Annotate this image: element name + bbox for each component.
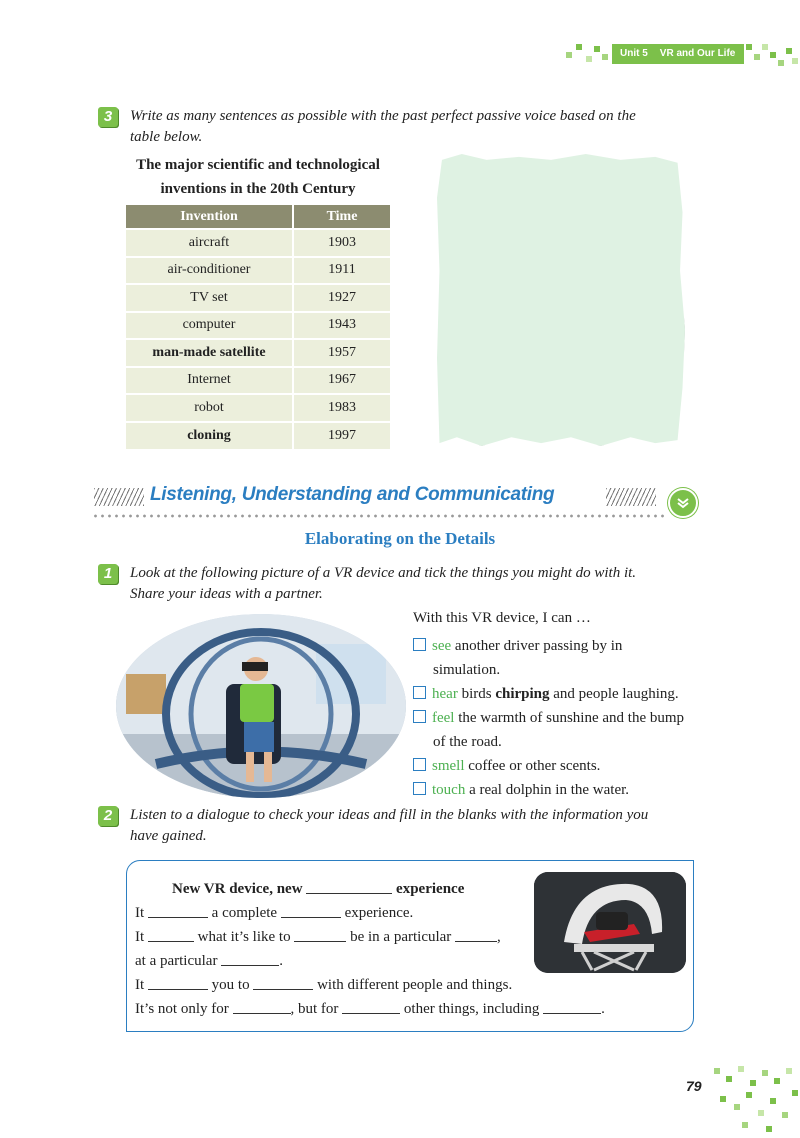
line-text: experience.: [340, 905, 414, 921]
line-text: ,: [497, 929, 501, 945]
inventions-table-title: [126, 153, 390, 201]
line-text: a complete: [207, 905, 281, 921]
blank-field[interactable]: [342, 1000, 400, 1014]
checkbox[interactable]: [413, 638, 426, 651]
heading-hatch-right: [606, 488, 656, 506]
invention-cell: aircraft: [126, 229, 293, 257]
section-heading: Listening, Understanding and Communicating: [150, 484, 555, 505]
line-text: at a particular: [135, 953, 222, 969]
item-text: birds: [457, 686, 496, 702]
fill-line-2: [135, 925, 501, 949]
vr-chair-photo: [534, 872, 686, 973]
table-row: [126, 229, 390, 257]
item-text: the warmth of sunshine and the bump: [454, 710, 685, 726]
blank-field[interactable]: [233, 1000, 291, 1014]
title-text: experience: [392, 881, 465, 897]
header-time: Time: [293, 205, 390, 229]
check-item-see: [413, 634, 713, 682]
task-2-instruction-line1: Listen to a dialogue to check your ideas and fill in the blanks with the information you: [130, 807, 649, 823]
time-cell: 1983: [293, 394, 390, 422]
task-3-number-badge: 3: [98, 107, 118, 127]
check-item-feel: [413, 706, 713, 754]
time-cell: 1997: [293, 422, 390, 450]
blank-field[interactable]: [281, 904, 341, 918]
invention-cell: man-made satellite: [126, 339, 293, 367]
time-cell: 1903: [293, 229, 390, 257]
task-1-instruction: [130, 563, 636, 605]
checkbox[interactable]: [413, 758, 426, 771]
table-row: [126, 422, 390, 450]
inventions-table-title-line1: The major scientific and technological: [136, 157, 380, 173]
invention-cell: computer: [126, 312, 293, 340]
checkbox[interactable]: [413, 782, 426, 795]
fill-line-4: [135, 973, 512, 997]
task-1-number-badge: 1: [98, 564, 118, 584]
task-3-instruction-line1: Write as many sentences as possible with the past perfect passive voice based on the: [130, 108, 636, 124]
table-row: [126, 284, 390, 312]
line-text: It: [135, 977, 145, 993]
title-text: New VR device, new: [172, 881, 303, 897]
invention-cell: Internet: [126, 367, 293, 395]
line-text: you to: [207, 977, 254, 993]
blank-field[interactable]: [543, 1000, 601, 1014]
verb-touch: touch: [432, 782, 466, 798]
item-text-cont: simulation.: [433, 662, 501, 678]
time-cell: 1911: [293, 257, 390, 285]
line-text: .: [601, 1001, 605, 1017]
blank-field[interactable]: [148, 976, 208, 990]
blank-field[interactable]: [294, 928, 346, 942]
check-item-touch: [413, 778, 713, 802]
item-text: coffee or other scents.: [464, 758, 601, 774]
fill-line-3: [135, 949, 283, 973]
inventions-table-title-line2: inventions in the 20th Century: [160, 181, 356, 197]
table-row: [126, 312, 390, 340]
page-number: 79: [686, 1078, 702, 1094]
verb-hear: hear: [432, 686, 458, 702]
dotted-divider: [92, 514, 664, 518]
inventions-table: [126, 205, 390, 449]
verb-feel: feel: [432, 710, 455, 726]
time-cell: 1927: [293, 284, 390, 312]
table-row: [126, 367, 390, 395]
unit-tag: [612, 44, 744, 64]
writing-note-area[interactable]: [437, 154, 685, 446]
unit-label: Unit 5: [620, 48, 648, 59]
line-text: It: [135, 929, 145, 945]
blank-field[interactable]: [455, 928, 497, 942]
task-2-instruction: [130, 805, 648, 847]
header-invention: Invention: [126, 205, 293, 229]
fill-in-title: [172, 877, 464, 901]
invention-cell: cloning: [126, 422, 293, 450]
time-cell: 1967: [293, 367, 390, 395]
unit-topic: VR and Our Life: [659, 48, 736, 59]
chevron-down-icon: [668, 488, 698, 518]
fill-line-1: [135, 901, 413, 925]
fill-line-5: [135, 997, 605, 1021]
section-subheading: Elaborating on the Details: [304, 529, 496, 548]
line-text: with different people and things.: [313, 977, 513, 993]
task-3-instruction-line2: table below.: [130, 129, 203, 145]
blank-field[interactable]: [148, 904, 208, 918]
line-text: .: [279, 953, 283, 969]
item-text-cont: of the road.: [433, 734, 502, 750]
task-2-instruction-line2: have gained.: [130, 828, 207, 844]
time-cell: 1957: [293, 339, 390, 367]
item-text: another driver passing by in: [451, 638, 623, 654]
invention-cell: TV set: [126, 284, 293, 312]
line-text: It: [135, 905, 145, 921]
item-bold-word: chirping: [495, 686, 550, 702]
line-text: other things, including: [400, 1001, 544, 1017]
task-1-instruction-line2: Share your ideas with a partner.: [130, 586, 323, 602]
check-item-smell: [413, 754, 713, 778]
table-row: [126, 339, 390, 367]
checklist-intro: With this VR device, I can …: [413, 610, 591, 626]
invention-cell: robot: [126, 394, 293, 422]
invention-cell: air-conditioner: [126, 257, 293, 285]
line-text: what it’s like to: [193, 929, 295, 945]
check-item-hear: [413, 682, 713, 706]
item-text: a real dolphin in the water.: [465, 782, 630, 798]
verb-see: see: [432, 638, 452, 654]
checkbox[interactable]: [413, 686, 426, 699]
blank-field[interactable]: [253, 976, 313, 990]
checkbox[interactable]: [413, 710, 426, 723]
verb-smell: smell: [432, 758, 465, 774]
task-2-number-badge: 2: [98, 806, 118, 826]
item-text: and people laughing.: [549, 686, 679, 702]
blank-field[interactable]: [306, 880, 392, 894]
line-text: , but for: [290, 1001, 343, 1017]
blank-field[interactable]: [221, 952, 279, 966]
task-1-instruction-line1: Look at the following picture of a VR device and tick the things you might do with it.: [130, 565, 637, 581]
time-cell: 1943: [293, 312, 390, 340]
line-text: be in a particular: [346, 929, 456, 945]
table-row: [126, 257, 390, 285]
vr-device-photo: [116, 614, 406, 798]
heading-hatch-left: [94, 488, 144, 506]
task-3-instruction: [130, 106, 636, 148]
blank-field[interactable]: [148, 928, 194, 942]
line-text: It’s not only for: [135, 1001, 233, 1017]
table-header-row: [126, 205, 390, 229]
table-row: [126, 394, 390, 422]
